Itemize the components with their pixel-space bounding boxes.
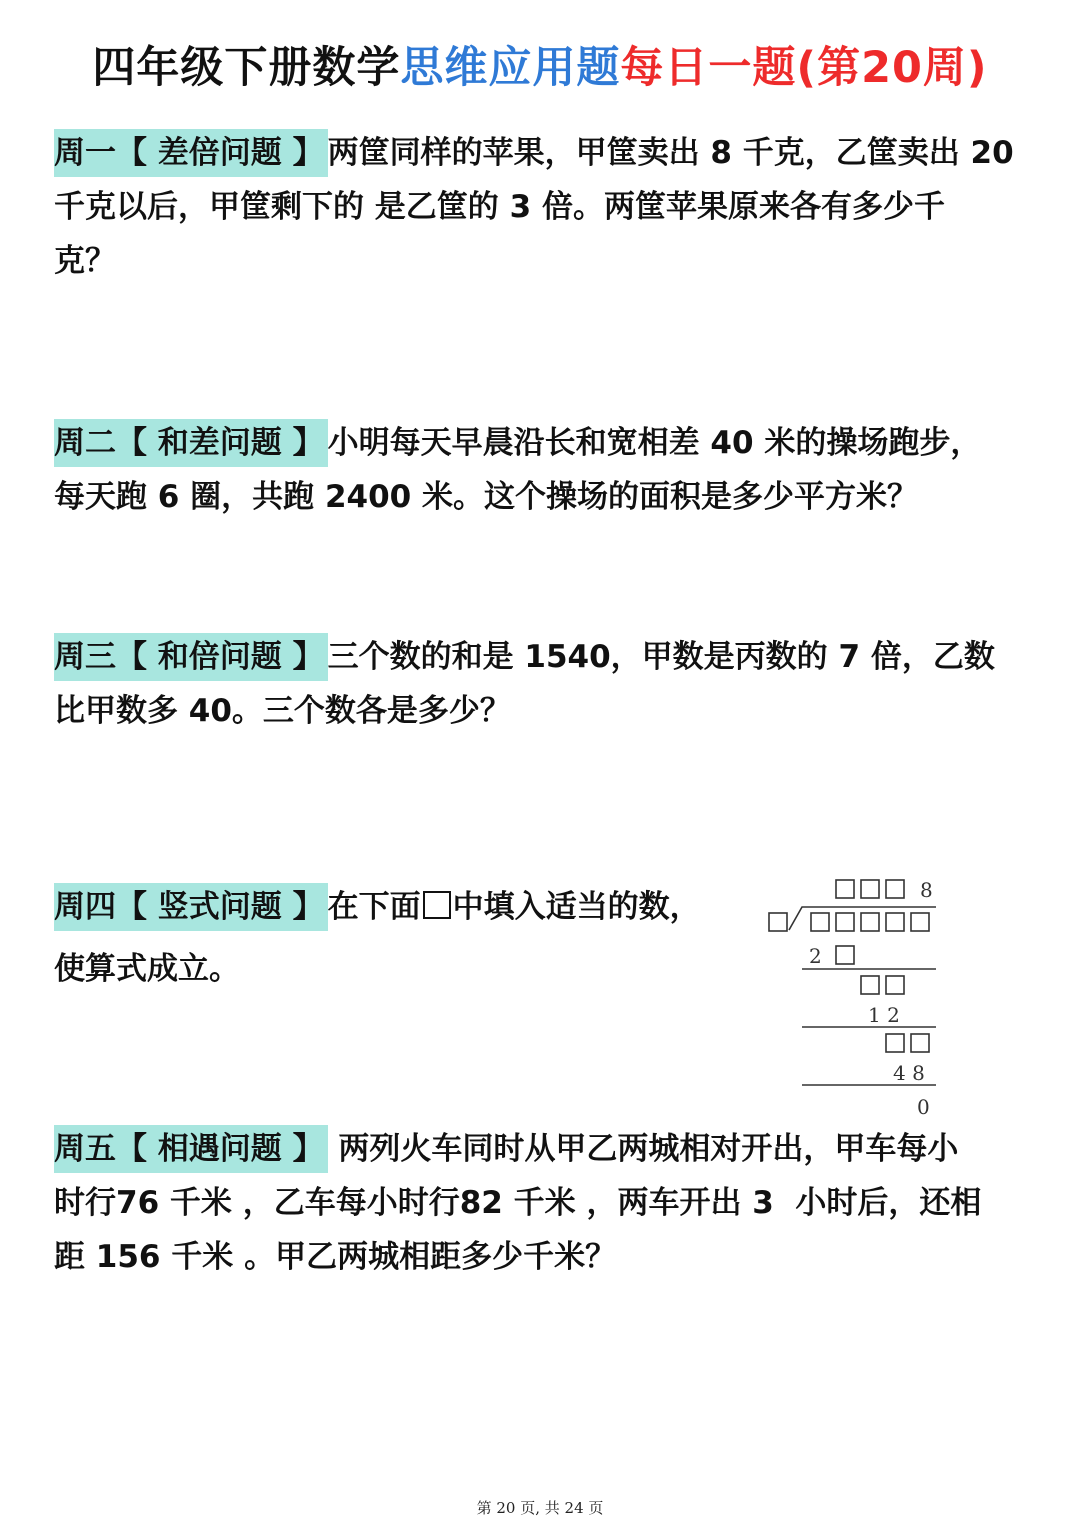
question-tag: 周四【 竖式问题 】 — [54, 883, 328, 931]
question-tag: 周三【 和倍问题 】 — [54, 633, 328, 681]
question-tag: 周一【 差倍问题 】 — [54, 129, 328, 177]
question-text: 克？ — [54, 243, 116, 279]
page-title — [0, 34, 1080, 95]
blank-box-icon — [886, 913, 904, 931]
blank-box-icon — [836, 913, 854, 931]
question-text: 两筐同样的苹果，甲筐卖出 8 千克，乙筐卖出 20 — [327, 135, 1014, 171]
blank-box-icon — [769, 913, 787, 931]
blank-box-icon — [861, 976, 879, 994]
blank-box-icon — [423, 891, 451, 919]
question-text: 中填入适当的数， — [452, 889, 701, 925]
blank-box-icon — [811, 913, 829, 931]
quotient-digit: 8 — [920, 878, 933, 902]
blank-box-icon — [886, 1034, 904, 1052]
question-text: 小明每天早晨沿长和宽相差 40 米的操场跑步， — [327, 425, 982, 461]
question-text: 在下面 — [327, 889, 421, 925]
title-part-topic: 思维应用题 — [400, 43, 621, 93]
question-text: 三个数的和是 1540，甲数是丙数的 7 倍，乙数 — [327, 639, 995, 675]
title-part-week: 每日一题(第20周) — [620, 43, 988, 93]
blank-box-icon — [861, 913, 879, 931]
blank-box-icon — [836, 946, 854, 964]
question-text: 每天跑 6 圈，共跑 2400 米。这个操场的面积是多少平方米？ — [54, 479, 919, 515]
question-text: 比甲数多 40。三个数各是多少？ — [54, 693, 511, 729]
question-text: 时行76 千米 ，乙车每小时行82 千米 ，两车开出 3 小时后，还相 — [54, 1185, 982, 1221]
partial-product: 4 8 — [893, 1061, 925, 1085]
question-tag: 周二【 和差问题 】 — [54, 419, 328, 467]
question-text: 两列火车同时从甲乙两城相对开出，甲车每小 — [327, 1131, 959, 1167]
question-text: 距 156 千米 。甲乙两城相距多少千米？ — [54, 1239, 617, 1275]
long-division-svg — [760, 872, 950, 1122]
page-number: 第 20 页, 共 24 页 — [476, 1499, 604, 1517]
remainder: 0 — [917, 1095, 930, 1119]
long-division-diagram — [760, 872, 950, 1122]
blank-box-icon — [836, 880, 854, 898]
question-tag: 周五【 相遇问题 】 — [54, 1125, 328, 1173]
question-tuesday — [54, 416, 1034, 524]
question-text: 使算式成立。 — [54, 951, 240, 987]
partial-product: 1 2 — [868, 1003, 900, 1027]
blank-box-icon — [886, 976, 904, 994]
question-text: 千克以后，甲筐剩下的 是乙筐的 3 倍。两筐苹果原来各有多少千 — [54, 189, 945, 225]
question-wednesday — [54, 630, 1034, 738]
blank-box-icon — [861, 880, 879, 898]
question-friday — [54, 1122, 1034, 1284]
blank-box-icon — [911, 913, 929, 931]
blank-box-icon — [886, 880, 904, 898]
question-monday — [54, 126, 1034, 288]
partial-product-digit: 2 — [809, 944, 822, 968]
title-part-grade: 四年级下册数学 — [92, 43, 401, 93]
question-thursday — [54, 880, 754, 996]
blank-box-icon — [911, 1034, 929, 1052]
